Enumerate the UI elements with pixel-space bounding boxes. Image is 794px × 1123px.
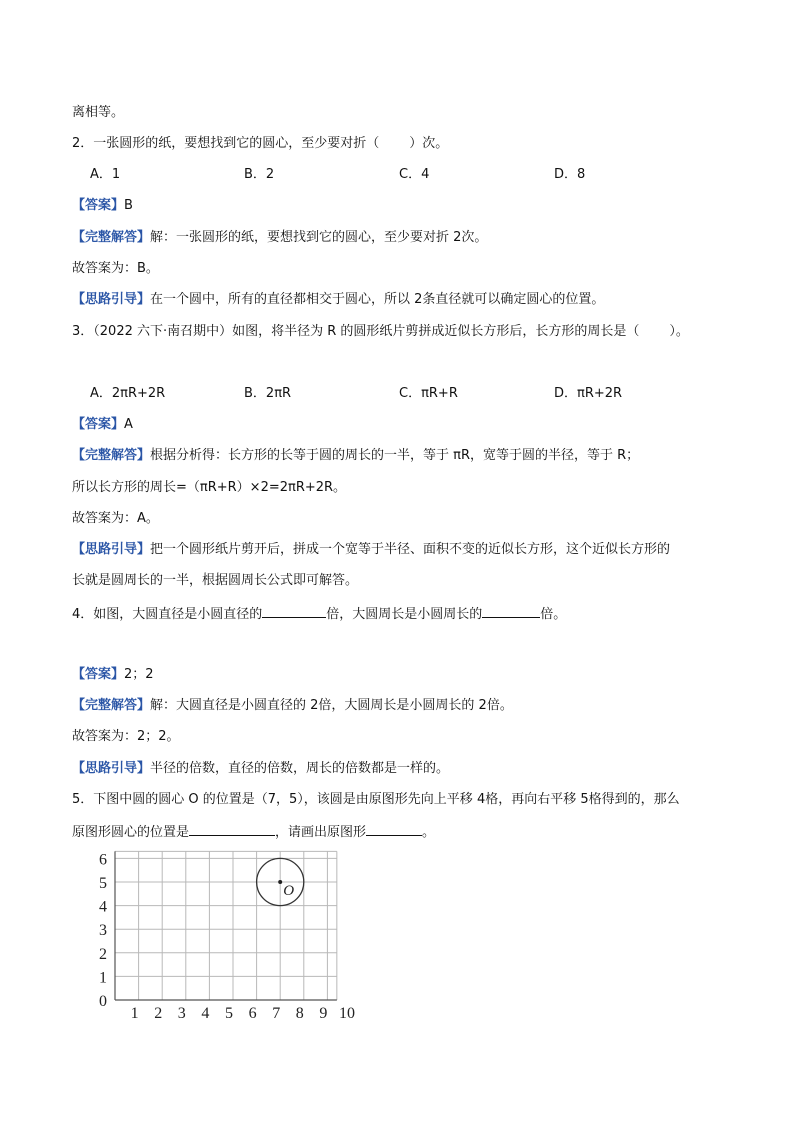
q3-stem-a: 3．（2022 六下·南召期中）如图，将半径为 R 的圆形纸片剪拼成近似长方形后，长方形的周长是（	[72, 324, 640, 339]
x-tick-label: 7	[272, 1005, 281, 1022]
q3-stem-b: ）。	[669, 324, 689, 339]
q4-solution-line	[72, 697, 513, 715]
q2-solution-line	[72, 229, 487, 247]
q2-hint: 在一个圆中，所有的直径都相交于圆心，所以 2条直径就可以确定圆心的位置。	[150, 292, 605, 307]
q2-option-b[interactable]: B．2	[244, 167, 275, 182]
q5-stem-d: 。	[422, 825, 436, 840]
grid-lines	[115, 851, 337, 1000]
x-tick-label: 5	[225, 1005, 233, 1022]
answer-tag: 【答案】	[72, 417, 125, 432]
solution-tag: 【完整解答】	[72, 698, 151, 713]
q3-hint-line	[72, 541, 670, 559]
q4-stem-b: 倍，大圆周长是小圆周长的	[326, 607, 483, 622]
q5-stem-line-2	[72, 822, 435, 840]
hint-tag: 【思路引导】	[72, 292, 151, 307]
q2-conclusion: 故答案为：B。	[72, 261, 159, 276]
q3-solution: 根据分析得：长方形的长等于圆的周长的一半，等于 πR，宽等于圆的半径，等于 R；	[150, 448, 640, 463]
y-tick-label: 4	[99, 898, 107, 916]
intro-tail: 离相等。	[72, 105, 125, 120]
y-tick-label: 2	[99, 945, 107, 963]
y-tick-label: 5	[99, 875, 107, 892]
q3-answer-line	[72, 416, 133, 434]
q3-option-a[interactable]: A．2πR+2R	[90, 386, 166, 401]
x-tick-label: 3	[177, 1005, 186, 1022]
q3-answer: A	[124, 417, 133, 432]
coordinate-grid-figure	[0, 840, 794, 1060]
q2-option-a[interactable]: A．1	[90, 167, 121, 182]
y-tick-label: 0	[99, 993, 107, 1010]
q4-conclusion: 故答案为：2；2。	[72, 729, 180, 744]
q2-stem	[72, 135, 448, 153]
q2-answer-line	[72, 197, 133, 215]
q4-stem-a: 4．如图，大圆直径是小圆直径的	[72, 607, 263, 622]
solution-tag: 【完整解答】	[72, 448, 151, 463]
answer-tag: 【答案】	[72, 667, 125, 682]
q4-answer: 2；2	[124, 667, 154, 682]
x-tick-label: 6	[248, 1005, 257, 1022]
q4-stem-c: 倍。	[540, 607, 567, 622]
x-tick-label: 4	[201, 1005, 210, 1022]
q3-solution-line-2: 所以长方形的周长=（πR+R）×2=2πR+2R。	[72, 480, 347, 495]
hint-tag: 【思路引导】	[72, 542, 151, 557]
q4-blank-2[interactable]	[482, 604, 540, 618]
q2-option-d[interactable]: D．8	[554, 167, 586, 182]
q3-option-d[interactable]: D．πR+2R	[554, 386, 623, 401]
q3-stem	[72, 323, 689, 341]
y-tick-label: 3	[99, 922, 107, 940]
q3-solution-line	[72, 447, 639, 465]
hint-tag: 【思路引导】	[72, 761, 151, 776]
y-tick-label: 6	[99, 851, 107, 869]
circle-center-label: O	[283, 883, 295, 899]
q3-conclusion: 故答案为：A。	[72, 511, 159, 526]
q2-stem-a: 2．一张圆形的纸，要想找到它的圆心，至少要对折（	[72, 136, 380, 151]
q5-blank-2[interactable]	[366, 822, 422, 836]
q4-hint: 半径的倍数，直径的倍数，周长的倍数都是一样的。	[150, 761, 450, 776]
q4-solution: 解：大圆直径是小圆直径的 2倍，大圆周长是小圆周长的 2倍。	[150, 698, 513, 713]
q4-answer-line	[72, 666, 154, 684]
x-tick-label: 8	[295, 1005, 304, 1022]
q2-solution: 解：一张圆形的纸，要想找到它的圆心，至少要对折 2次。	[150, 230, 488, 245]
q3-hint-line-2: 长就是圆周长的一半，根据圆周长公式即可解答。	[72, 573, 359, 588]
q3-option-c[interactable]: C．πR+R	[399, 386, 458, 401]
x-tick-label: 2	[154, 1005, 163, 1022]
q4-stem	[72, 604, 566, 622]
q2-stem-b: ）次。	[409, 136, 449, 151]
q2-option-c[interactable]: C．4	[399, 167, 430, 182]
q4-hint-line	[72, 760, 449, 778]
answer-tag: 【答案】	[72, 198, 125, 213]
x-tick-labels	[131, 1005, 355, 1022]
x-tick-label: 10	[339, 1005, 355, 1022]
x-tick-label: 1	[130, 1005, 139, 1022]
solution-tag: 【完整解答】	[72, 230, 151, 245]
y-tick-labels	[99, 851, 107, 1010]
q5-stem-b: 原图形圆心的位置是	[72, 825, 190, 840]
q2-answer: B	[124, 198, 133, 213]
q5-blank-1[interactable]	[189, 822, 275, 836]
q5-stem-line-1: 5．下图中圆的圆心 O 的位置是（7，5），该圆是由原图形先向上平移 4格，再向右平移 5格得到的，那么	[72, 792, 680, 807]
q3-hint: 把一个圆形纸片剪开后，拼成一个宽等于半径、面积不变的近似长方形，这个近似长方形的	[150, 542, 671, 557]
q2-hint-line	[72, 291, 604, 309]
q4-blank-1[interactable]	[262, 604, 326, 618]
q5-stem-c: ，请画出原图形	[275, 825, 367, 840]
circle-center-dot	[278, 880, 282, 884]
q3-option-b[interactable]: B．2πR	[244, 386, 292, 401]
x-tick-label: 9	[319, 1005, 328, 1022]
y-tick-label: 1	[99, 969, 107, 987]
